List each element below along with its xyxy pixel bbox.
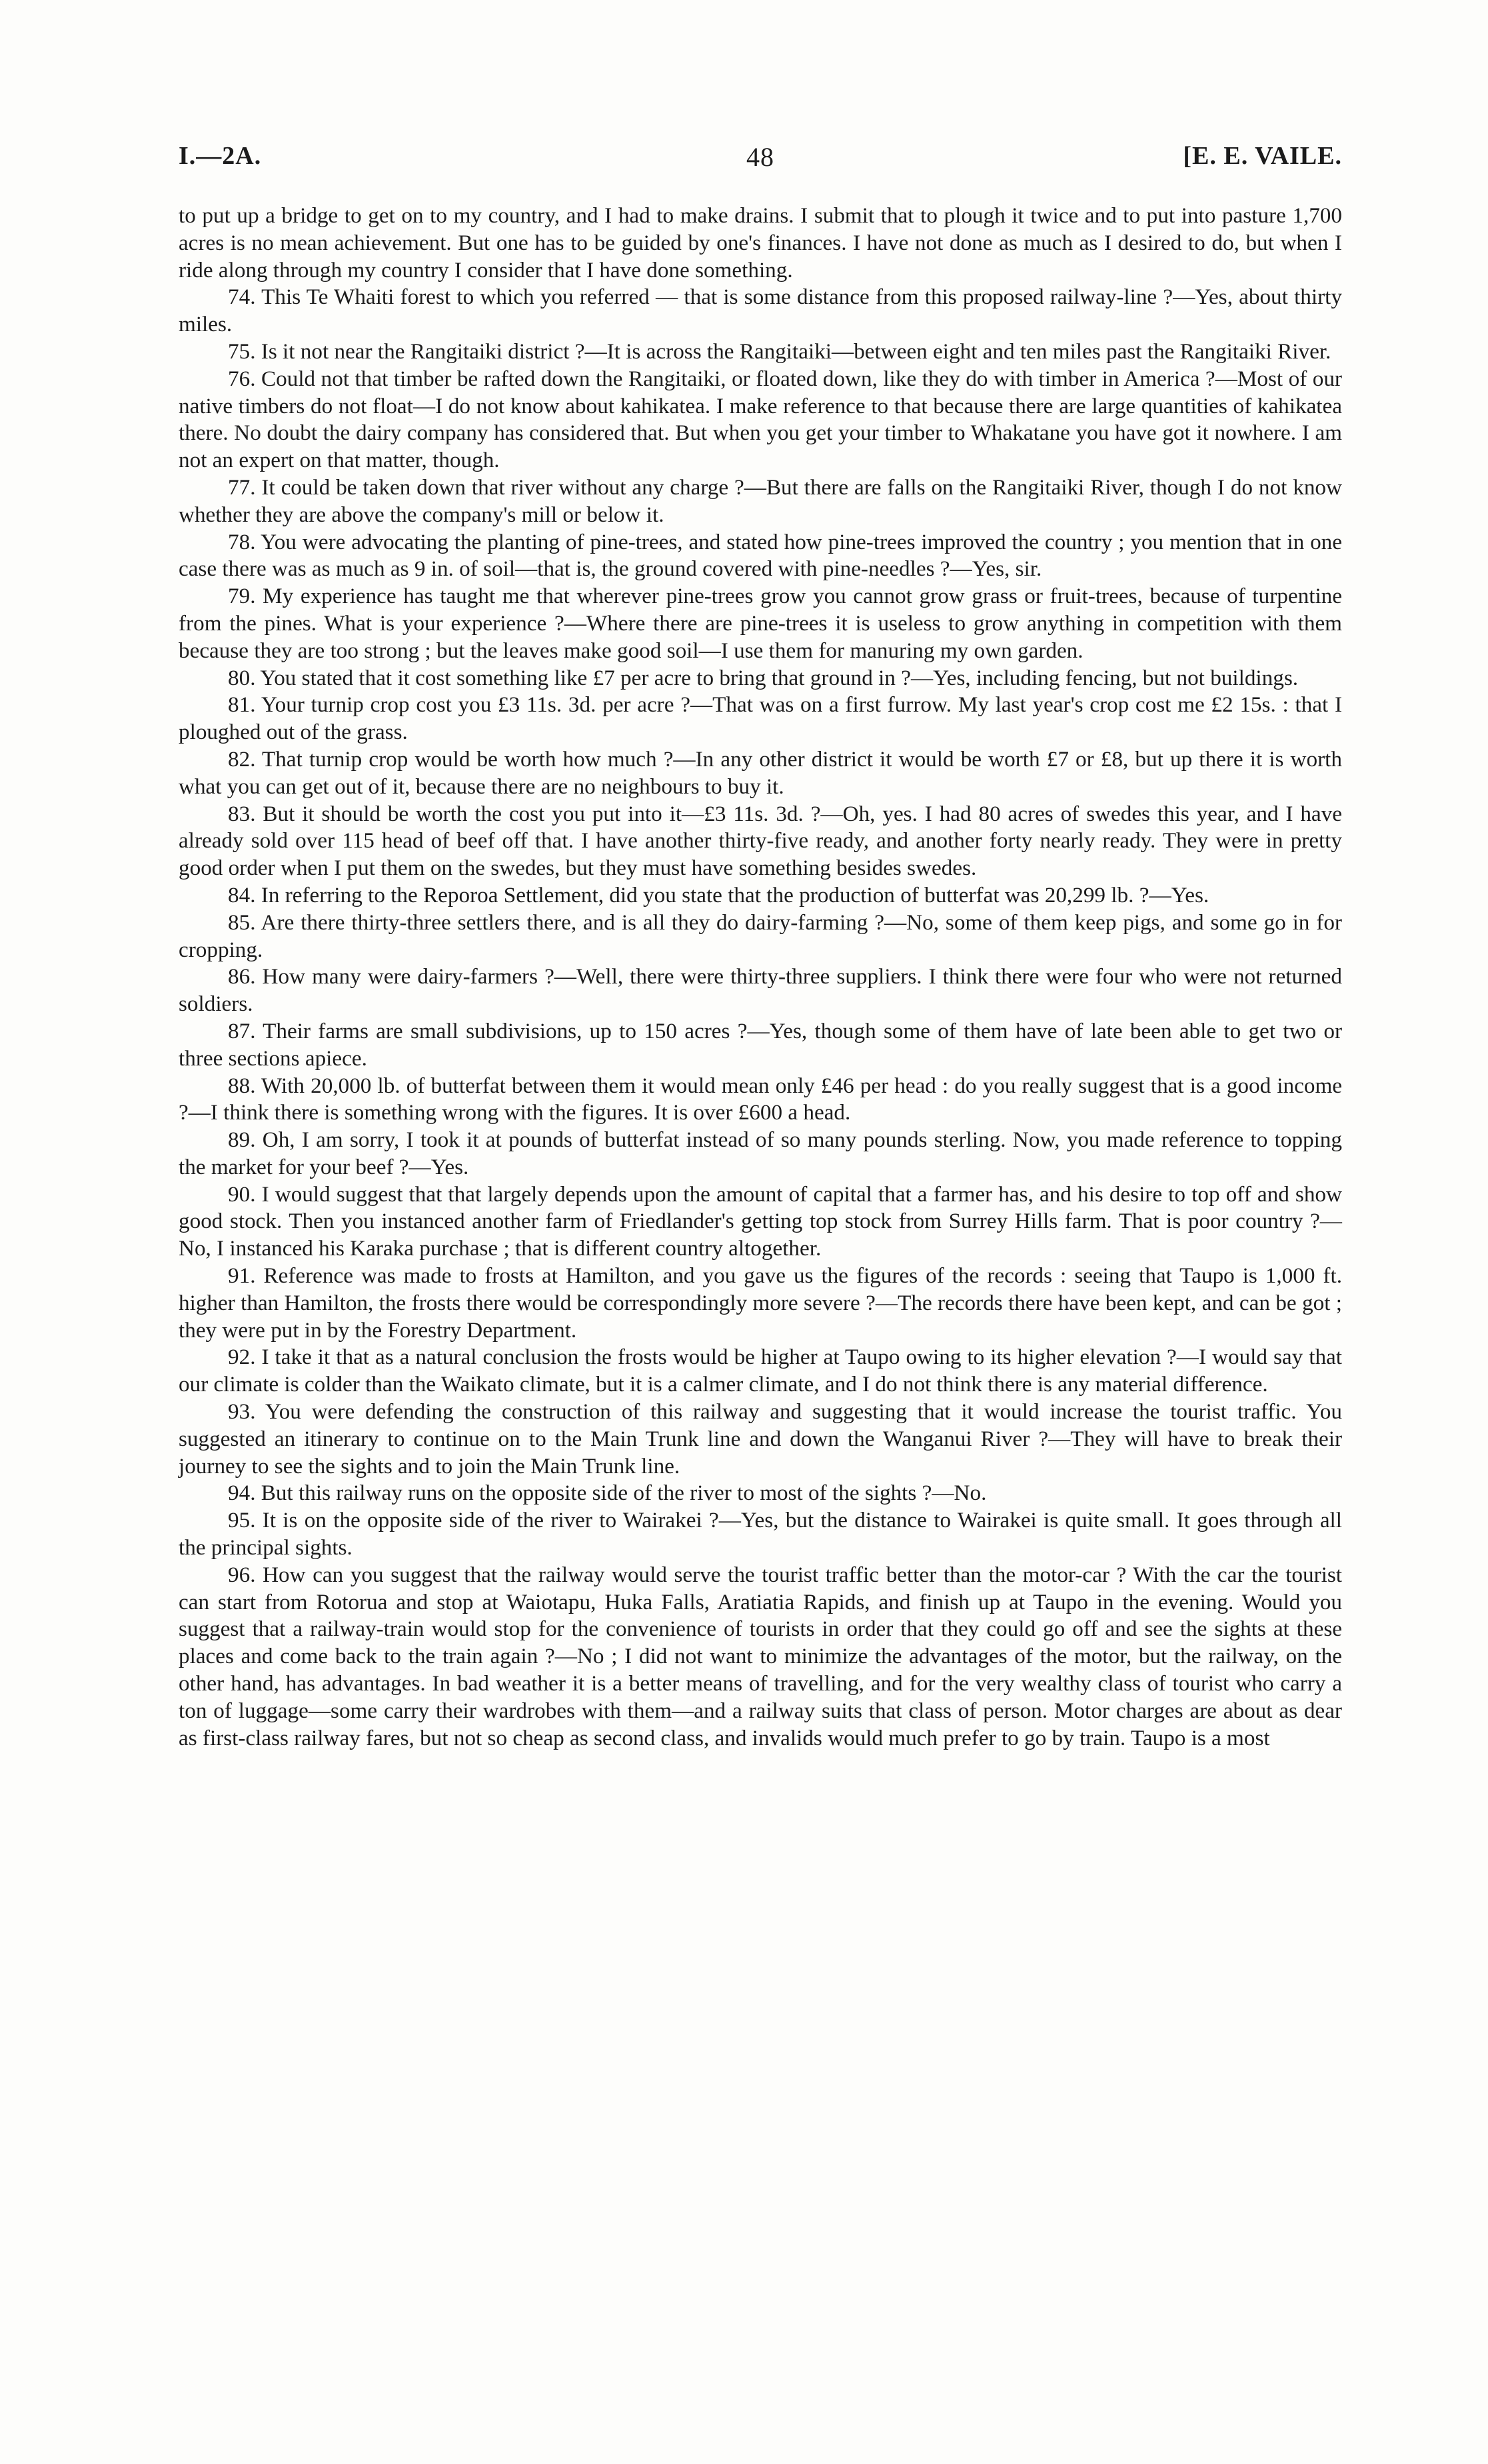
paragraph-90: 90. I would suggest that that largely depends upon the amount of capital that a farmer has, and his desire to top off and show good stock. Then you instanced another farm of Friedlander's getting top stock from Surrey Hills farm. That is poor country ?—No, I instanced his Karaka purchase ; that is different country altogether. [179, 1181, 1342, 1261]
page-header [179, 141, 1342, 181]
paragraph-96: 96. How can you suggest that the railway would serve the tourist traffic better than the motor-car ? With the car the tourist can start from Rotorua and stop at Waiotapu, Huka Falls, Aratiatia Rapids, and finish up at Taupo in the evening. Would you suggest that a railway-train would stop for the convenience of tourists in order that they could go off and see the sights at these places and come back to the train again ?—No ; I did not want to minimize the advantages of the motor, but the railway, on the other hand, has advantages. In bad weather it is a better means of travelling, and for the very wealthy class of tourist who carry a ton of luggage—some carry their wardrobes with them—and a railway suits that class of person. Motor charges are about as dear as first-class railway fares, but not so cheap as second class, and invalids would much prefer to go by train. Taupo is a most [179, 1562, 1342, 1750]
witness-name: [E. E. VAILE. [1183, 142, 1342, 170]
paragraph-89: 89. Oh, I am sorry, I took it at pounds of butterfat instead of so many pounds sterling. Now, you made reference to topping the market for your beef ?—Yes. [179, 1127, 1342, 1179]
paragraph-74: 74. This Te Whaiti forest to which you referred — that is some distance from this proposed railway-line ?—Yes, about thirty miles. [179, 285, 1342, 337]
document-reference: I.—2A. [179, 142, 262, 170]
paragraph-85: 85. Are there thirty-three settlers there, and is all they do dairy-farming ?—No, some of them keep pigs, and some go in for cropping. [179, 910, 1342, 962]
paragraph-86: 86. How many were dairy-farmers ?—Well, there were thirty-three suppliers. I think there were four who were not returned soldiers. [179, 964, 1342, 1017]
paragraph-92: 92. I take it that as a natural conclusion the frosts would be higher at Taupo owing to its higher elevation ?—I would say that our climate is colder than the Waikato climate, but it is a calmer climate, and I do not think there is any material difference. [179, 1345, 1342, 1397]
paragraph-88: 88. With 20,000 lb. of butterfat between them it would mean only £46 per head : do you really suggest that is a good income ?—I think there is something wrong with the figures. It is over £600 a head. [179, 1073, 1342, 1125]
page-number: 48 [746, 142, 774, 172]
paragraph-81: 81. Your turnip crop cost you £3 11s. 3d. per acre ?—That was on a first furrow. My last year's crop cost me £2 15s. : that I ploughed out of the grass. [179, 692, 1342, 745]
paragraph-83: 83. But it should be worth the cost you put into it—£3 11s. 3d. ?—Oh, yes. I had 80 acres of swedes this year, and I have already sold over 115 head of beef off that. I have another thirty-five ready, and another forty nearly ready. They were in pretty good order when I put them on the swedes, but they must have something besides swedes. [179, 801, 1342, 881]
paragraph-77: 77. It could be taken down that river without any charge ?—But there are falls on the Rangitaiki River, though I do not know whether they are above the company's mill or below it. [179, 474, 1342, 527]
paragraph-93: 93. You were defending the construction of this railway and suggesting that it would increase the tourist traffic. You suggested an itinerary to continue on to the Main Trunk line and down the Wanganui River ?—They will have to break their journey to see the sights and to join the Main Trunk line. [179, 1399, 1342, 1479]
paragraph-87: 87. Their farms are small subdivisions, up to 150 acres ?—Yes, though some of them have of late been able to get two or three sections apiece. [179, 1018, 1342, 1071]
paragraph-84: 84. In referring to the Reporoa Settlement, did you state that the production of butterfat was 20,299 lb. ?—Yes. [228, 882, 1209, 908]
paragraph-80: 80. You stated that it cost something like £7 per acre to bring that ground in ?—Yes, including fencing, but not buildings. [228, 665, 1299, 690]
paragraph-continuation: to put up a bridge to get on to my country, and I had to make drains. I submit that to plough it twice and to put into pasture 1,700 acres is no mean achievement. But one has to be guided by one's finances. I have not done as much as I desired to do, but when I ride along through my country I consider that I have done something. [179, 203, 1342, 283]
paragraph-94: 94. But this railway runs on the opposite side of the river to most of the sights ?—No. [228, 1481, 987, 1506]
paragraph-91: 91. Reference was made to frosts at Hamilton, and you gave us the figures of the records : seeing that Taupo is 1,000 ft. higher than Hamilton, the frosts there would be correspondingly more severe ?—The records there have been kept, and can be got ; they were put in by the Forestry Department. [179, 1263, 1342, 1343]
paragraph-82: 82. That turnip crop would be worth how much ?—In any other district it would be worth £7 or £8, but up there it is worth what you can get out of it, because there are no neighbours to buy it. [179, 746, 1342, 799]
paragraph-79: 79. My experience has taught me that wherever pine-trees grow you cannot grow grass or fruit-trees, because of turpentine from the pines. What is your experience ?—Where there are pine-trees it is useless to grow anything in competition with them because they are too strong ; but the leaves make good soil—I use them for manuring my own garden. [179, 584, 1342, 663]
paragraph-95: 95. It is on the opposite side of the river to Wairakei ?—Yes, but the distance to Wairakei is quite small. It goes through all the principal sights. [179, 1508, 1342, 1560]
paragraph-78: 78. You were advocating the planting of pine-trees, and stated how pine-trees improved the country ; you mention that in one case there was as much as 9 in. of soil—that is, the ground covered with pine-needles ?—Yes, sir. [179, 529, 1342, 582]
paragraph-76: 76. Could not that timber be rafted down the Rangitaiki, or floated down, like they do with timber in America ?—Most of our native timbers do not float—I do not know about kahikatea. I make reference to that because there are large quantities of kahikatea there. No doubt the dairy company has considered that. But when you get your timber to Whakatane you have got it nowhere. I am not an expert on that matter, though. [179, 366, 1342, 473]
body-text [179, 203, 1342, 1752]
paragraph-75: 75. Is it not near the Rangitaiki district ?—It is across the Rangitaiki—between eight and ten miles past the Rangitaiki River. [228, 338, 1331, 364]
